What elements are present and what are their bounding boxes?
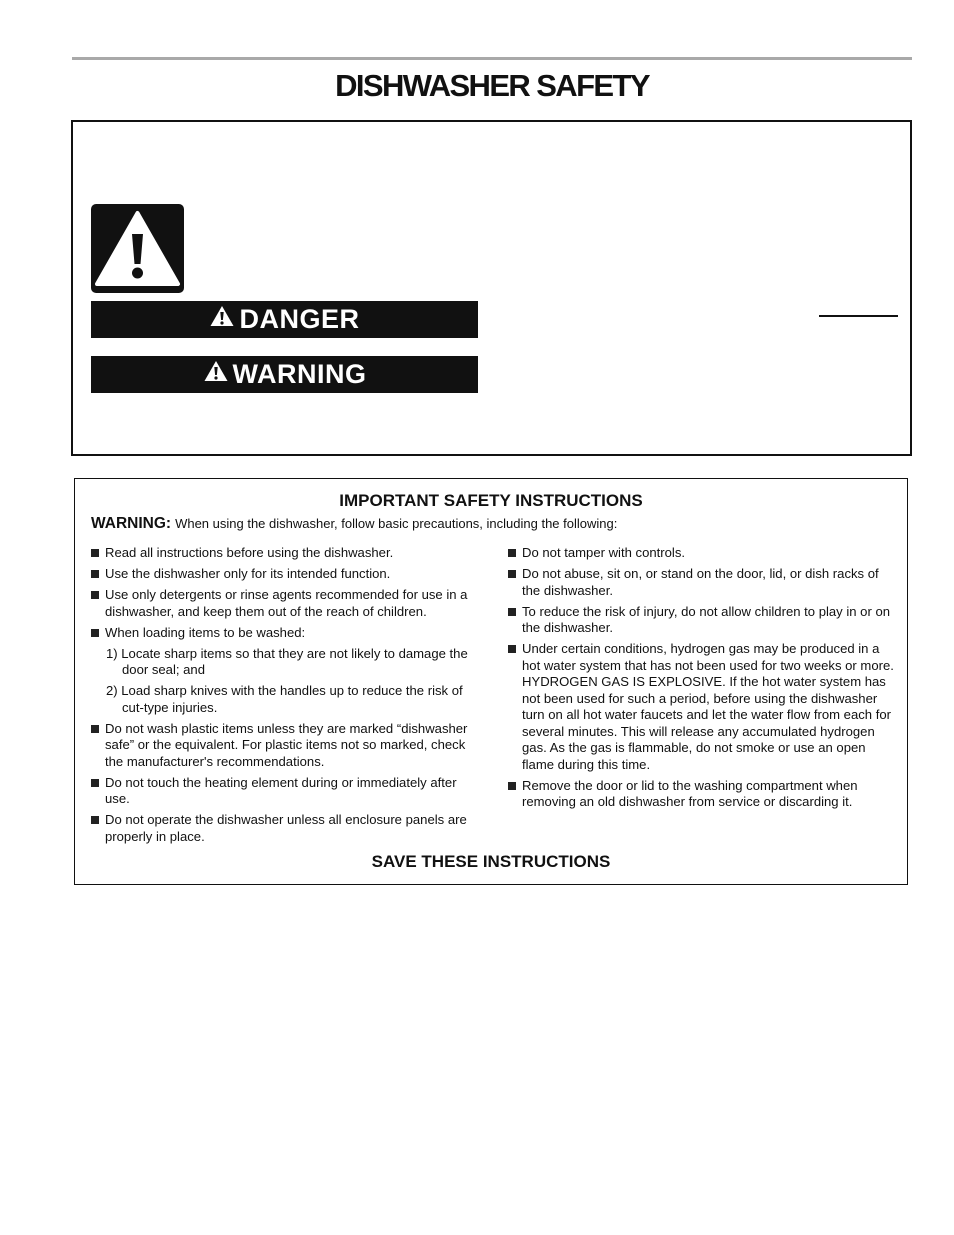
list-item-text: To reduce the risk of injury, do not allow children to play in or on the dishwasher. [522,603,891,635]
alert-triangle-icon [209,304,235,335]
list-item-text: 2) Load sharp knives with the handles up to reduce the risk of cut-type injuries. [106,683,463,715]
square-bullet-icon [91,779,99,787]
list-item-text: Do not operate the dishwasher unless all enclosure panels are properly in place. [105,812,467,844]
list-item [508,604,898,637]
list-item [508,566,898,599]
list-item-text: Use the dishwasher only for its intended function. [105,566,391,581]
sub-list-item [91,683,483,716]
list-item-text: Do not touch the heating element during or immediately after use. [105,774,457,806]
square-bullet-icon [91,570,99,578]
warning-signal-word [91,356,478,393]
danger-label: DANGER [239,304,360,334]
list-item [91,721,483,771]
important-safety-instructions-box [74,478,908,885]
list-item [508,778,898,811]
list-item-text: Under certain conditions, hydrogen gas may be produced in a hot water system that has not been used for two weeks or more. HYDROGEN GAS IS EXPLOSIVE. If the hot water system has not been used for such a period, before using the dishwasher turn on all hot water faucets and let the water flow from each for several minutes. This will release any accumulated hydrogen gas. As the gas is flammable, do not smoke or use an open flame during this time. [522,641,894,772]
list-item [91,545,483,562]
list-item-text: Do not abuse, sit on, or stand on the door, lid, or dish racks of the dishwasher. [522,566,879,598]
list-item [91,587,483,620]
list-item-text: Remove the door or lid to the washing compartment when removing an old dishwasher from service or discarding it. [522,777,858,809]
page-title: DISHWASHER SAFETY [335,68,649,103]
square-bullet-icon [508,782,516,790]
safety-symbols-box [71,120,912,456]
square-bullet-icon [508,645,516,653]
warning-intro-label: WARNING: [91,515,172,532]
list-item [91,812,483,845]
square-bullet-icon [91,725,99,733]
list-item [508,545,898,562]
square-bullet-icon [508,608,516,616]
list-item [508,641,898,773]
warning-intro-text: When using the dishwasher, follow basic precautions, including the following: [175,516,618,531]
square-bullet-icon [91,591,99,599]
sub-list-item [91,646,483,679]
alert-triangle-icon [203,359,229,390]
list-item-text: Do not wash plastic items unless they are marked “dishwasher safe” or the equivalent. For plastic items not so marked, check the manufacturer's recommendations. [105,720,468,769]
instructions-heading: IMPORTANT SAFETY INSTRUCTIONS [339,491,643,510]
instructions-left-column [91,545,483,850]
list-item-text: Use only detergents or rinse agents recommended for use in a dishwasher, and keep them out of the reach of children. [105,587,468,619]
square-bullet-icon [91,816,99,824]
warning-label: WARNING [232,359,367,389]
square-bullet-icon [508,549,516,557]
warning-intro [91,515,891,533]
list-item-text: When loading items to be washed: [105,624,306,640]
square-bullet-icon [91,549,99,557]
save-instructions-footer: SAVE THESE INSTRUCTIONS [371,852,611,871]
square-bullet-icon [508,570,516,578]
list-item [91,625,483,642]
danger-signal-word [91,301,478,338]
underline-rule [819,315,898,317]
list-item-text: Do not tamper with controls. [522,545,686,560]
safety-alert-triangle-icon [91,204,184,293]
top-rule [72,57,912,60]
square-bullet-icon [91,629,99,637]
list-item-text: 1) Locate sharp items so that they are not likely to damage the door seal; and [106,645,468,677]
list-item-text: Read all instructions before using the dishwasher. [105,545,394,560]
list-item [91,566,483,583]
instructions-right-column [508,545,898,815]
list-item [91,775,483,808]
